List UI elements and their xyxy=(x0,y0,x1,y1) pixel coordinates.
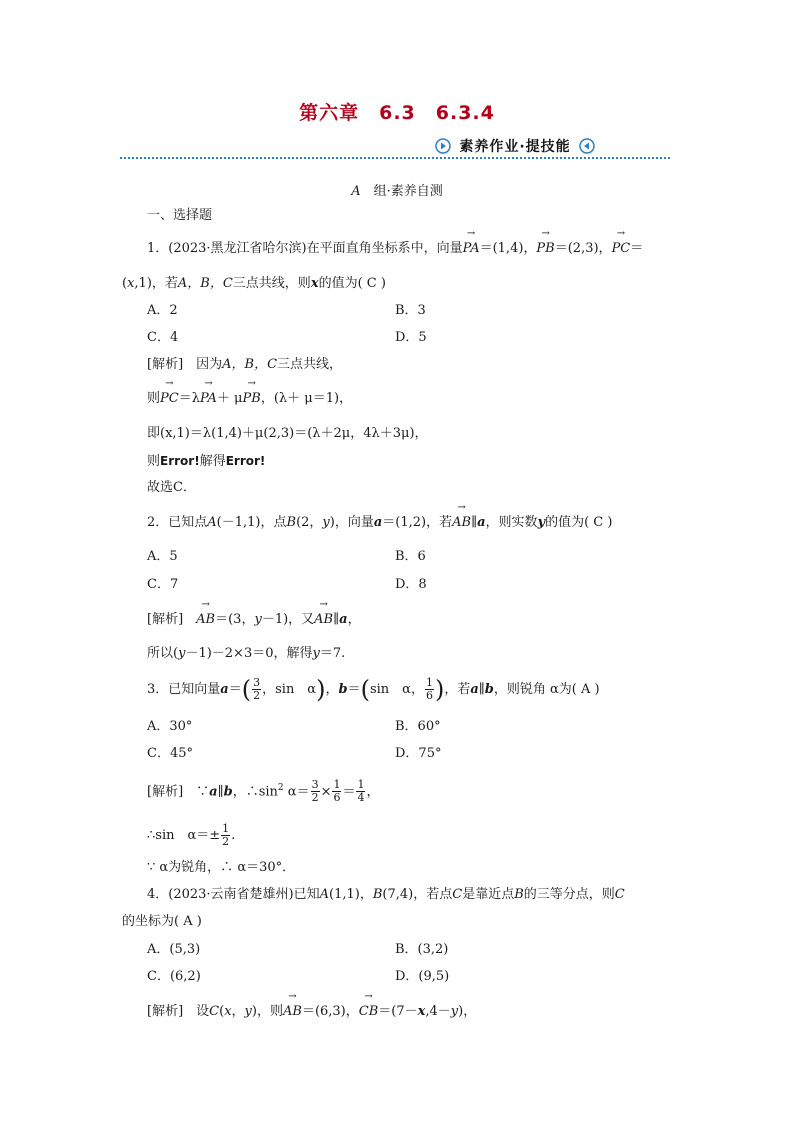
q1-solution-line5: 故选C． xyxy=(147,480,196,495)
q1-stem-line1: 1．(2023·黑龙江省哈尔滨)在平面直角坐标系中，向量→ PA＝(1,4)，→ PB＝(2,3)，→ PC＝ xyxy=(147,240,643,258)
banner-text: 素养作业·提技能 xyxy=(459,139,571,155)
q1-solution-line3: 即(x,1)＝λ(1,4)＋μ(2,3)＝(λ＋2μ，4λ＋3μ)， xyxy=(147,426,428,441)
q2-option-b: B．6 xyxy=(395,549,426,564)
section-banner xyxy=(120,134,670,162)
q3-solution-line3: ∵ α为锐角，∴ α＝30°． xyxy=(147,860,296,875)
q4-option-a: A．(5,3) xyxy=(147,942,201,957)
banner-dotted-line xyxy=(120,157,670,159)
q2-stem: 2．已知点A(－1,1)，点B(2，y)，向量a＝(1,2)，若→ AB∥a，则实数y的值为( C ) xyxy=(147,514,612,532)
q3-stem: 3．已知向量a＝( $\frac{3}{2}$ ，sin α)，b＝(sin α， $\frac{1}{6}$ )，若a∥b，则锐角 α为( A ) xyxy=(147,675,600,704)
q1-option-d: D．5 xyxy=(395,330,427,345)
q1-solution-line4: 则Error!解得Error! xyxy=(147,454,266,469)
q2-option-a: A．5 xyxy=(147,549,178,564)
q1-option-c: C．4 xyxy=(147,330,179,345)
fraction: $\frac{3}{2}$ xyxy=(253,676,261,702)
q3-option-d: D．75° xyxy=(395,746,442,761)
group-letter: A xyxy=(351,184,361,199)
play-left-icon xyxy=(579,138,595,154)
q1-solution-line1: [解析] 因为A，B，C三点共线， xyxy=(147,357,343,372)
q3-option-c: C．45° xyxy=(147,746,193,761)
q1-option-a: A．2 xyxy=(147,303,178,318)
q4-option-d: D．(9,5) xyxy=(395,969,450,984)
q4-stem-line2: 的坐标为( A ) xyxy=(122,914,202,929)
q1-option-b: B．3 xyxy=(395,303,426,318)
q4-option-b: B．(3,2) xyxy=(395,942,449,957)
banner-pill xyxy=(420,136,610,156)
q2-solution-line1: [解析] → AB＝(3，y－1)，又→ AB∥a， xyxy=(147,611,361,629)
play-right-icon xyxy=(435,138,451,154)
q3-solution-line2: ∴sin α＝± $\frac{1}{2}$ . xyxy=(147,822,236,848)
q1-solution-line2: 则→ PC＝λ→ PA＋ μ→ PB，(λ＋ μ＝1)， xyxy=(147,390,352,408)
chapter-title: 第六章 6.3 6.3.4 xyxy=(299,102,495,124)
q2-option-d: D．8 xyxy=(395,577,427,592)
section-title: 一、选择题 xyxy=(147,208,213,223)
group-title xyxy=(0,180,794,199)
q2-option-c: C．7 xyxy=(147,577,179,592)
q4-option-c: C．(6,2) xyxy=(147,969,201,984)
q1-stem-line2: (x,1)，若A，B，C三点共线，则x的值为( C ) xyxy=(122,276,386,291)
fraction: $\frac{1}{6}$ xyxy=(425,676,433,702)
q3-solution-line1: [解析] ∵a∥b，$\therefore\sin^2$ α＝ $\frac{3}{2}$ × $\frac{1}{6}$ ＝ $\frac{1}{4}$ ， xyxy=(147,778,380,805)
q4-stem-line1: 4．(2023·云南省楚雄州)已知A(1,1)，B(7,4)，若点C是靠近点B的三等分点，则C xyxy=(147,887,625,902)
q2-solution-line2: 所以(y－1)－2×3＝0，解得y＝7. xyxy=(147,646,346,661)
q3-option-b: B．60° xyxy=(395,719,441,734)
q3-option-a: A．30° xyxy=(147,719,193,734)
q4-solution-line1: [解析] 设C(x，y)，则→ AB＝(6,3)，→ CB＝(7－x,4－y)， xyxy=(147,1003,476,1021)
group-title-text: 组·素养自测 xyxy=(360,184,443,199)
